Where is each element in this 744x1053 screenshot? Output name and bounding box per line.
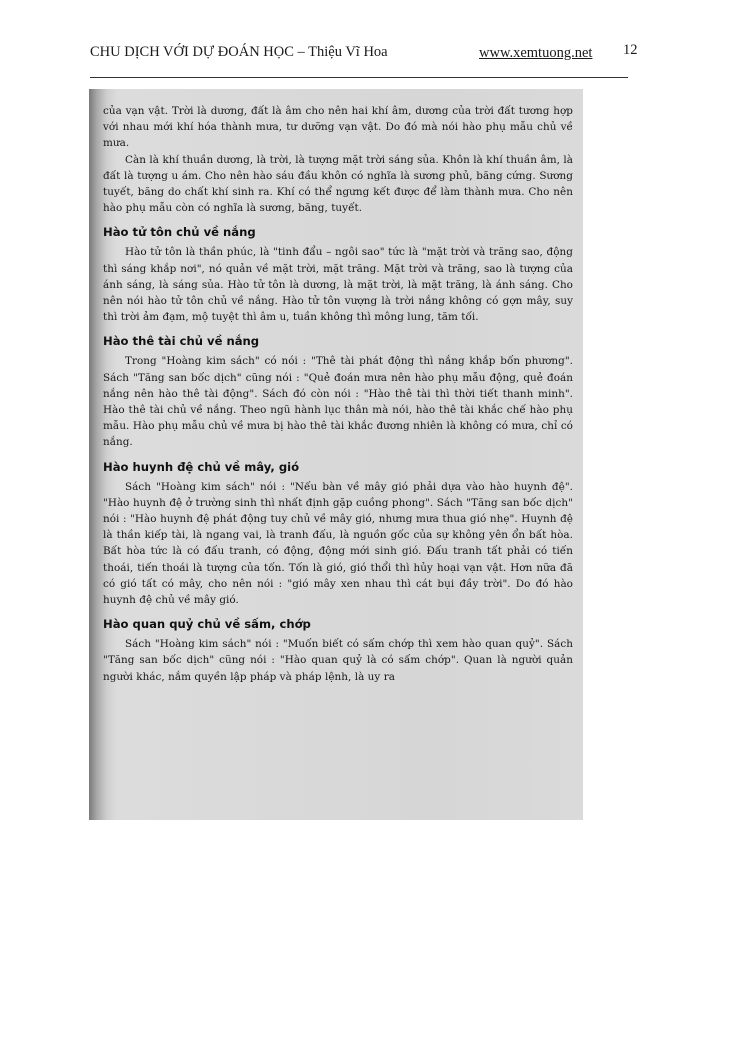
header-rule bbox=[90, 77, 628, 78]
paragraph: Trong "Hoàng kim sách" có nói : "Thê tài phát động thì nắng khắp bốn phương". Sách "Tăng san bốc dịch" cũng nói : "Quẻ đoán mưa nên hào phụ mẫu động, quẻ đoán nắng nên hào thê tài động". Sách đó còn nói : "Hào thê tài thì thời tiết thanh minh". Hào thê tài chủ về nắng. Theo ngũ hành lục thân mà nói, hào thê tài khắc chế hào phụ mẫu. Hào phụ mẫu chủ về mưa bị hào thê tài khắc đương nhiên là không có mưa, chỉ có nắng. bbox=[103, 355, 573, 449]
page-header bbox=[90, 42, 638, 68]
section-heading: Hào tử tôn chủ về nắng bbox=[103, 225, 256, 240]
section-heading: Hào quan quỷ chủ về sấm, chớp bbox=[103, 617, 311, 632]
section-heading: Hào huynh đệ chủ về mây, gió bbox=[103, 459, 300, 474]
section-heading: Hào thê tài chủ về nắng bbox=[103, 334, 260, 349]
book-title: CHU DỊCH VỚI DỰ ĐOÁN HỌC – Thiệu Vĩ Hoa bbox=[90, 44, 388, 60]
scanned-text-body bbox=[103, 103, 573, 685]
page-number: 12 bbox=[623, 42, 638, 58]
paragraph: Hào tử tôn là thần phúc, là "tinh đẩu – ngôi sao" tức là "mặt trời và trăng sao, động thì sáng khắp nơi", nó quản về mặt trời, mặt trăng. Mặt trời và trăng, sao là tượng của ánh sáng, là sáng sủa. Hào tử tôn là dương, là mặt trời, là mặt trăng, là ánh sáng. Cho nên nói hào tử tôn chủ về nắng. Hào tử tôn vượng là trời nắng không có gợn mây, suy thì trời ảm đạm, mộ tuyệt thì âm u, tuần không thì mông lung, tăm tối. bbox=[103, 246, 573, 324]
paragraph: Sách "Hoàng kim sách" nói : "Nếu bàn về mây gió phải dựa vào hào huynh đệ". "Hào huynh đệ ở trường sinh thì nhất định gặp cuồng phong". Sách "Tăng san bốc dịch" nói : "Hào huynh đệ phát động tuy chủ về mây gió, nhưng mưa thua gió nhẹ". Huynh đệ là thần kiếp tài, là ngang vai, là tranh đấu, là nguồn gốc của sự không yên ổn bất hòa. Bất hòa tức là có đấu tranh, có động, động mới sinh gió. Đấu tranh tất phải có tiến thoái, tiến thoái là tượng của tốn. Tốn là gió, gió thổi thì hủy hoại vạn vật. Hơn nữa đã có gió tất có mây, cho nên nói : "gió mây xen nhau thì cát bụi đầy trời". Do đó hào huynh đệ chủ về mây gió. bbox=[103, 480, 573, 607]
website-link[interactable]: www.xemtuong.net bbox=[479, 45, 593, 61]
scanned-page-image bbox=[89, 89, 583, 820]
paragraph: Sách "Hoàng kim sách" nói : "Muốn biết có sấm chớp thì xem hào quan quỷ". Sách "Tăng san bốc dịch" cũng nói : "Hào quan quỷ là có sấm chớp". Quan là người quản người khác, nắm quyền lập pháp và pháp lệnh, là uy ra bbox=[103, 638, 573, 683]
paragraph: Càn là khí thuần dương, là trời, là tượng mặt trời sáng sủa. Khôn là khí thuần âm, là đất là tượng u ám. Cho nên hào sáu đầu khôn có nghĩa là sương phủ, băng cứng. Sương tuyết, băng do chất khí sinh ra. Khí có thể ngưng kết được để làm thành mưa. Cho nên hào phụ mẫu còn có nghĩa là sương, băng, tuyết. bbox=[103, 153, 573, 215]
paragraph: của vạn vật. Trời là dương, đất là âm cho nên hai khí âm, dương của trời đất tương hợp với nhau mới khí hóa thành mưa, tư dưỡng vạn vật. Do đó mà nói hào phụ mẫu chủ về mưa. bbox=[103, 105, 573, 150]
